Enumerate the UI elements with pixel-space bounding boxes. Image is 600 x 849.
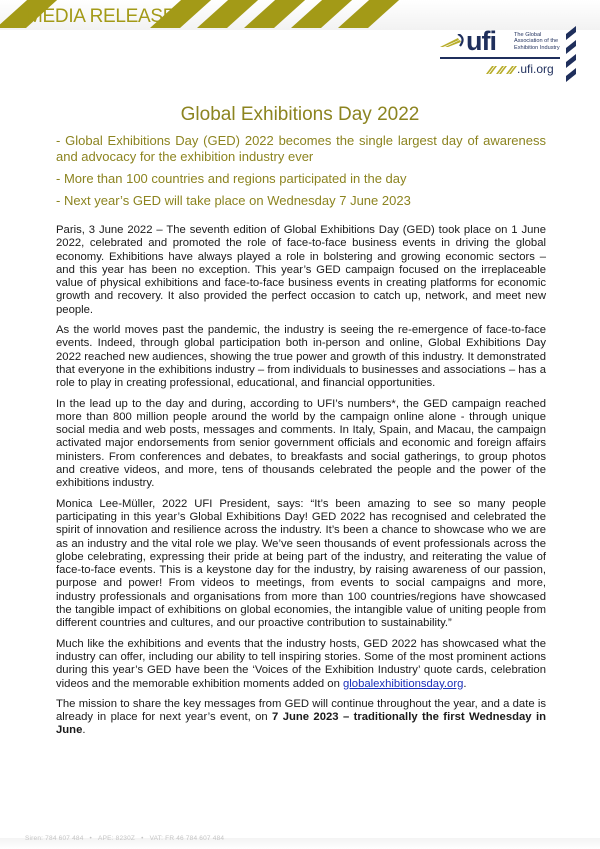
quote-paragraph: Monica Lee-Müller, 2022 UFI President, says: “It’s been amazing to see so many people participating in this year’s Global Exhibitions Day! GED 2022 has recognised and celebrated the spirit of innovation and resilience across the industry. It’s been a chance to showcase who we are as an industry and the vital role we play. We’ve seen thousands of event professionals across the globe celebrating, expressing their pride at being part of the industry, and reiterating the value of face-to-face events. This is a keystone day for the industry, by raising awareness of our passion, purpose and power! From videos to meetings, from events to social campaigns and more, industry professionals and organisations from more than 100 countries/regions have showcased the tangible impact of exhibitions on global economies, the intangible value of uniting people from different countries and cultures, and our proactive contribution to sustainability.” [56,497,546,630]
paragraph [56,638,546,691]
logo-bars-icon [564,26,578,82]
tagline-line: Exhibition Industry [514,44,560,51]
paragraph [56,698,546,738]
footer-separator: • [89,835,93,842]
media-release-label: MEDIA RELEASE [27,6,176,27]
logo-url: .ufi.org [517,62,554,76]
paragraph-text: Much like the exhibitions and events that the industry hosts, GED 2022 has showcased what the industry can offer, including our ability to tell inspiring stories. Some of the most prominent actions during this year’s GED have been the ‘Voices of the Exhibition Industry’ quote cards, celebration videos and the memorable exhibition moments added on [56,637,546,690]
tagline-line: The Global [514,32,542,38]
www-icon [486,66,520,74]
release-body [56,224,546,745]
website-link[interactable]: globalexhibitionsday.org [343,677,464,690]
siren-number: Siren: 784 607 484 [25,835,84,842]
paragraph-text: . [82,724,86,737]
page-title: Global Exhibitions Day 2022 [180,104,420,125]
next-date-emphasis: 7 June 2023 – traditionally the first Wednesday in June [56,711,546,737]
tagline-line: Association of the [514,38,559,45]
ape-code: APE: 8230Z [98,835,136,842]
summary-bullet: - Global Exhibitions Day (GED) 2022 becomes the single largest day of awareness and advocacy for the exhibition industry ever [56,133,546,164]
paragraph-text: . [463,677,467,690]
paragraph: As the world moves past the pandemic, the industry is seeing the re-emergence of face-to-face events. Indeed, through global participation both in-person and online, Global Exhibitions Day 2022 reached new audiences, showing the true power and growth of this industry. It demonstrated that everyone in the exhibitions industry – from individuals to businesses and associations – has a role to play in creating professional, educational, and financial opportunities. [56,324,546,390]
vat-number: VAT: FR 46 784 607 484 [149,835,225,842]
summary-bullets [56,133,546,215]
ufi-logo [432,24,582,84]
logo-wordmark: ufi [466,26,496,56]
summary-bullet: - More than 100 countries and regions participated in the day [56,171,407,186]
paragraph: Paris, 3 June 2022 – The seventh edition of Global Exhibitions Day (GED) took place on 1 June 2022, celebrated and promoted the role of face-to-face business events in driving the global economy. Exhibitions have always played a role in bolstering and growing economic sectors – and this year has been no exception. This year’s GED campaign focused on the irreplaceable value of physical exhibitions and face-to-face business events in creating platforms for economic growth and recovery. It also provided the perfect occasion to catch up, network, and meet new people. [56,224,546,316]
paragraph: In the lead up to the day and during, according to UFI’s numbers*, the GED campaign reached more than 800 million people around the world by the campaign online alone - through unique social media and web posts, messages and comments. In Italy, Spain, and Macau, the campaign activated major endorsements from senior government officials and economic and foreign affairs ministers. From conferences and debates, to breakfasts and social gatherings, to group photos and creative videos, and more, tens of thousands celebrated the people and the power of the exhibitions industry. [56,397,546,490]
logo-rule [440,57,560,59]
summary-bullet: - Next year’s GED will take place on Wednesday 7 June 2023 [56,193,411,208]
company-footer [25,835,224,842]
paragraph-text: The mission to share the key messages from GED will continue throughout the year, and a date is already in place for next year’s event, on [56,697,546,724]
footer-separator: • [141,835,144,842]
swoosh-icon [440,34,466,48]
